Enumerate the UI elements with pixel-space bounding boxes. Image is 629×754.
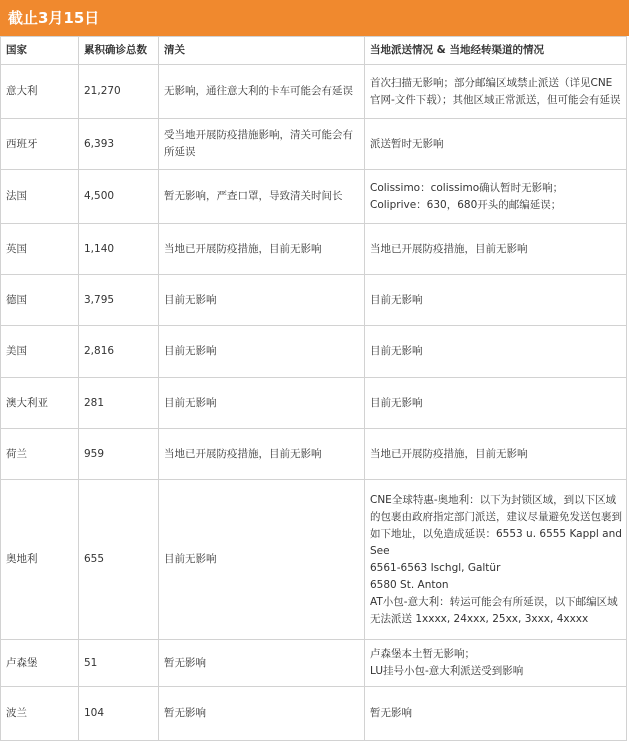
cell-country: 英国	[1, 224, 79, 275]
cell-customs: 目前无影响	[159, 326, 365, 378]
cell-delivery: 首次扫描无影响；部分邮编区域禁止派送（详见CNE官网-文件下载）；其他区域正常派送，但可能会有延误	[365, 65, 627, 119]
cell-customs: 暂无影响，严查口罩，导致清关时间长	[159, 170, 365, 224]
header-customs: 清关	[159, 37, 365, 65]
cell-country: 奥地利	[1, 480, 79, 640]
table-row	[1, 119, 627, 170]
cell-country: 卢森堡	[1, 640, 79, 687]
cell-cases: 1,140	[79, 224, 159, 275]
cell-cases: 4,500	[79, 170, 159, 224]
cell-customs: 无影响，通往意大利的卡车可能会有延误	[159, 65, 365, 119]
cell-country: 法国	[1, 170, 79, 224]
cell-customs: 暂无影响	[159, 687, 365, 741]
table-title: 截止3月15日	[0, 0, 629, 36]
cell-country: 波兰	[1, 687, 79, 741]
cell-delivery: 目前无影响	[365, 326, 627, 378]
table-row	[1, 65, 627, 119]
cell-country: 荷兰	[1, 429, 79, 480]
cell-customs: 受当地开展防疫措施影响，清关可能会有所延误	[159, 119, 365, 170]
cell-customs: 当地已开展防疫措施，目前无影响	[159, 429, 365, 480]
cell-country: 意大利	[1, 65, 79, 119]
table-row	[1, 480, 627, 640]
cell-customs: 暂无影响	[159, 640, 365, 687]
table-row	[1, 326, 627, 378]
cell-delivery: 目前无影响	[365, 378, 627, 429]
table-row	[1, 224, 627, 275]
cell-delivery: 卢森堡本土暂无影响； LU挂号小包-意大利派送受到影响	[365, 640, 627, 687]
cell-cases: 655	[79, 480, 159, 640]
cell-delivery: 当地已开展防疫措施，目前无影响	[365, 224, 627, 275]
cell-cases: 959	[79, 429, 159, 480]
table-row	[1, 429, 627, 480]
cell-delivery: 目前无影响	[365, 275, 627, 326]
cell-customs: 目前无影响	[159, 378, 365, 429]
cell-cases: 3,795	[79, 275, 159, 326]
cell-delivery: 当地已开展防疫措施，目前无影响	[365, 429, 627, 480]
cell-cases: 281	[79, 378, 159, 429]
cell-country: 美国	[1, 326, 79, 378]
header-delivery: 当地派送情况 & 当地经转渠道的情况	[365, 37, 627, 65]
table-row	[1, 275, 627, 326]
cell-delivery: CNE全球特惠-奥地利：以下为封锁区域，到以下区域的包裹由政府指定部门派送，建议尽量避免发送包裹到如下地址，以免造成延误：6553 u. 6555 Kappl and See 6561-6563 Ischgl, Galtür 6580 St. Anton AT小包-意大利：转运可能会有所延误，以下邮编区域无法派送 1xxxx, 24xxx, 25xx, 3xxx, 4xxxx	[365, 480, 627, 640]
cell-cases: 6,393	[79, 119, 159, 170]
cell-country: 澳大利亚	[1, 378, 79, 429]
cell-country: 西班牙	[1, 119, 79, 170]
status-table	[0, 36, 627, 741]
cell-country: 德国	[1, 275, 79, 326]
table-row	[1, 687, 627, 741]
cell-customs: 目前无影响	[159, 480, 365, 640]
table-row	[1, 640, 627, 687]
header-country: 国家	[1, 37, 79, 65]
cell-delivery: 派送暂时无影响	[365, 119, 627, 170]
table-row	[1, 170, 627, 224]
cell-cases: 104	[79, 687, 159, 741]
cell-delivery: Colissimo：colissimo确认暂时无影响； Coliprive：630，680开头的邮编延误；	[365, 170, 627, 224]
cell-cases: 2,816	[79, 326, 159, 378]
cell-cases: 21,270	[79, 65, 159, 119]
cell-delivery: 暂无影响	[365, 687, 627, 741]
cell-cases: 51	[79, 640, 159, 687]
header-row	[1, 37, 627, 65]
header-cases: 累积确诊总数	[79, 37, 159, 65]
cell-customs: 目前无影响	[159, 275, 365, 326]
table-row	[1, 378, 627, 429]
cell-customs: 当地已开展防疫措施，目前无影响	[159, 224, 365, 275]
